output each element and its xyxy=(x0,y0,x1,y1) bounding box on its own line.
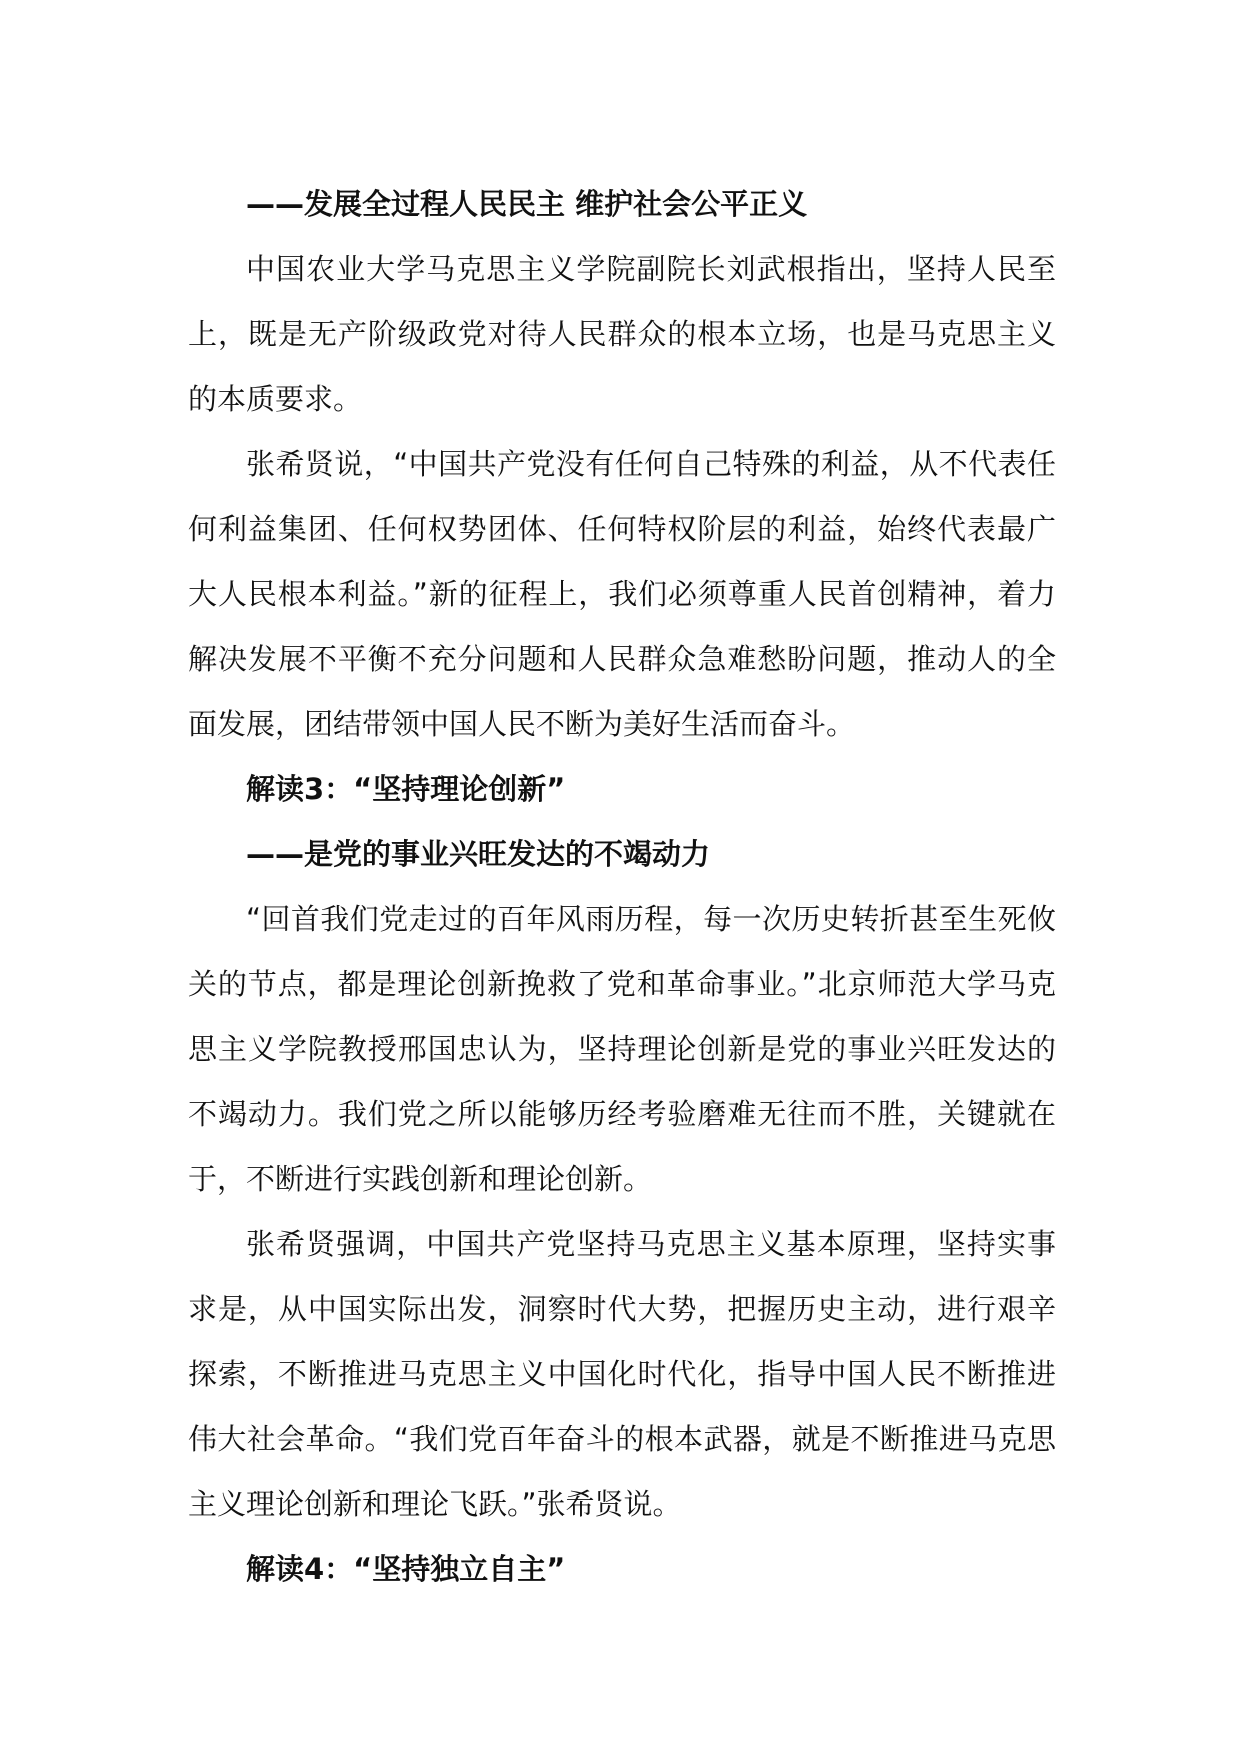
paragraph-xing-guozhong: “回首我们党走过的百年风雨历程，每一次历史转折甚至生死攸关的节点，都是理论创新挽救了党和革命事业。”北京师范大学马克思主义学院教授邢国忠认为，坚持理论创新是党的事业兴旺发达的不竭动力。我们党之所以能够历经考验磨难无往而不胜，关键就在于，不断进行实践创新和理论创新。 xyxy=(188,902,1056,1196)
paragraph-zhang-xixian-theory: 张希贤强调，中国共产党坚持马克思主义基本原理，坚持实事求是，从中国实际出发，洞察时代大势，把握历史主动，进行艰辛探索，不断推进马克思主义中国化时代化，指导中国人民不断推进伟大社会革命。“我们党百年奋斗的根本武器，就是不断推进马克思主义理论创新和理论飞跃。”张希贤说。 xyxy=(188,1227,1056,1521)
document-body xyxy=(188,172,1056,1602)
section-subtitle-theory-innovation: ——是党的事业兴旺发达的不竭动力 xyxy=(246,837,711,871)
section-subtitle-democracy: ——发展全过程人民民主 维护社会公平正义 xyxy=(246,187,808,221)
paragraph-liu-wugen: 中国农业大学马克思主义学院副院长刘武根指出，坚持人民至上，既是无产阶级政党对待人民群众的根本立场，也是马克思主义的本质要求。 xyxy=(188,252,1056,416)
section-heading-interpretation-4: 解读4：“坚持独立自主” xyxy=(246,1552,566,1586)
section-heading-interpretation-3: 解读3：“坚持理论创新” xyxy=(246,772,566,806)
paragraph-zhang-xixian-interests: 张希贤说，“中国共产党没有任何自己特殊的利益，从不代表任何利益集团、任何权势团体、任何特权阶层的利益，始终代表最广大人民根本利益。”新的征程上，我们必须尊重人民首创精神，着力解决发展不平衡不充分问题和人民群众急难愁盼问题，推动人的全面发展，团结带领中国人民不断为美好生活而奋斗。 xyxy=(188,447,1056,741)
